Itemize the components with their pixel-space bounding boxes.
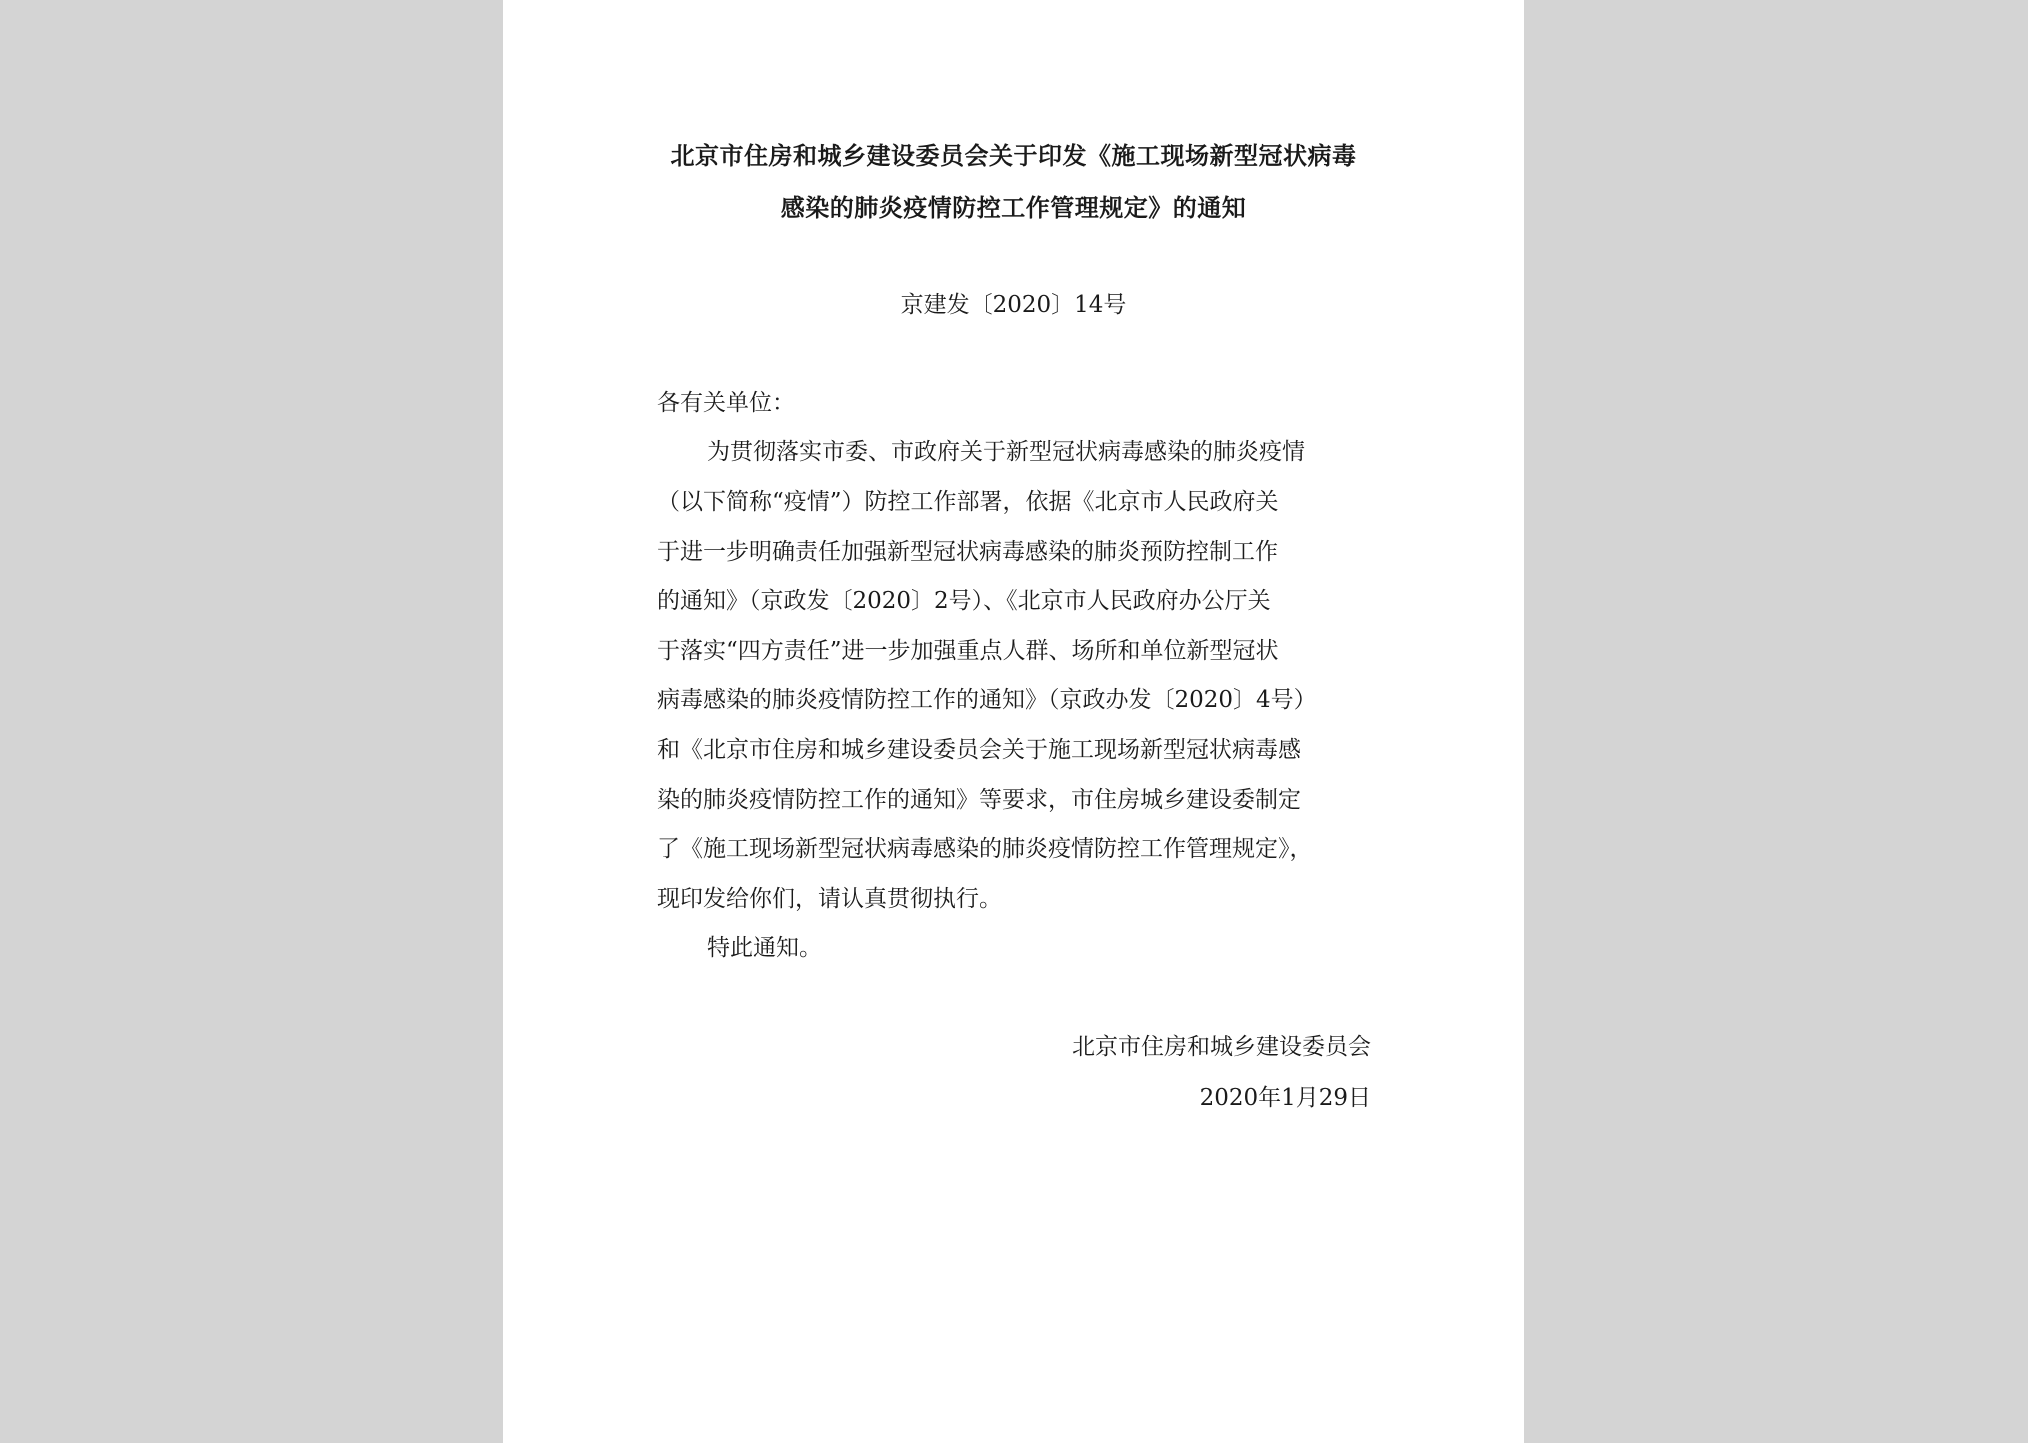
- body-line: 于进一步明确责任加强新型冠状病毒感染的肺炎预防控制工作: [657, 539, 1278, 565]
- body-line: 为贯彻落实市委、市政府关于新型冠状病毒感染的肺炎疫情: [707, 439, 1305, 465]
- body-line: 染的肺炎疫情防控工作的通知》等要求，市住房城乡建设委制定: [657, 787, 1301, 813]
- body-line: （以下简称“疫情”）防控工作部署，依据《北京市人民政府关: [657, 489, 1279, 515]
- closing-text: 特此通知。: [707, 935, 822, 961]
- body-line: 病毒感染的肺炎疫情防控工作的通知》（京政办发〔2020〕4号）: [657, 687, 1317, 713]
- signature-organization: 北京市住房和城乡建设委员会: [1072, 1034, 1371, 1060]
- body-line: 现印发给你们，请认真贯彻执行。: [657, 886, 1002, 912]
- signature-date: 2020年1月29日: [1199, 1085, 1371, 1111]
- body-line: 了《施工现场新型冠状病毒感染的肺炎疫情防控工作管理规定》，: [657, 836, 1313, 862]
- document-title-line-1: 北京市住房和城乡建设委员会关于印发《施工现场新型冠状病毒: [670, 142, 1357, 170]
- document-number: 京建发〔2020〕14号: [900, 292, 1127, 318]
- document-title-line-2: 感染的肺炎疫情防控工作管理规定》的通知: [780, 194, 1247, 222]
- body-line: 和《北京市住房和城乡建设委员会关于施工现场新型冠状病毒感: [657, 737, 1301, 763]
- body-line: 于落实“四方责任”进一步加强重点人群、场所和单位新型冠状: [657, 638, 1279, 664]
- document-page: [503, 0, 1524, 1443]
- body-line: 的通知》（京政发〔2020〕2号）、《北京市人民政府办公厅关: [657, 588, 1271, 614]
- salutation: 各有关单位：: [657, 390, 795, 416]
